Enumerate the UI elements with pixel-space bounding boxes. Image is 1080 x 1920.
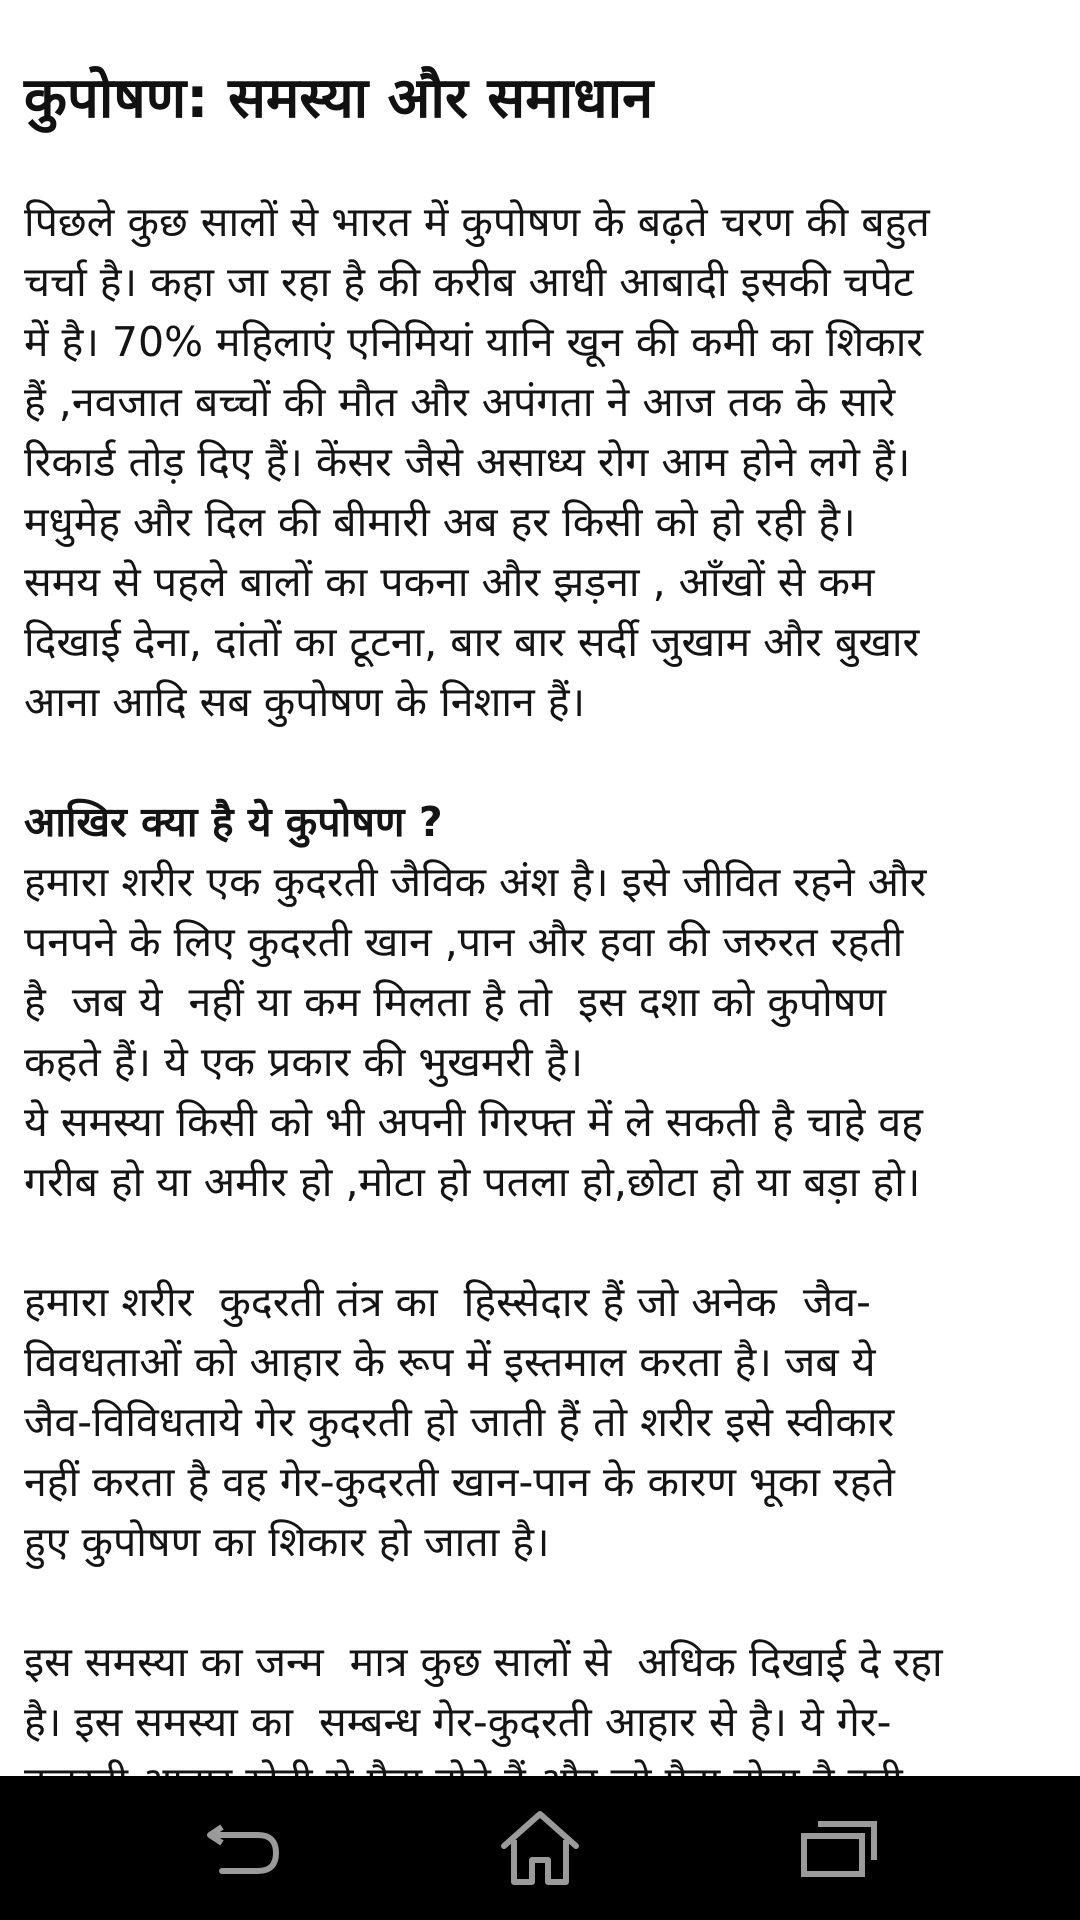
text-line: कहते हैं। ये एक प्रकार की भुखमरी है। — [24, 1038, 583, 1086]
text-line: है। इस समस्या का सम्बन्ध गेर-कुदरती आहार से है। ये गेर- — [24, 1698, 892, 1746]
text-line: गरीब हो या अमीर हो ,मोटा हो पतला हो,छोटा हो या बड़ा हो। — [24, 1158, 921, 1206]
text-line: रिकार्ड तोड़ दिए हैं। केंसर जैसे असाध्य रोग आम होने लगे हैं। — [24, 438, 911, 486]
paragraph-spacing — [24, 1572, 1056, 1632]
text-line: हमारा शरीर एक कुदरती जैविक अंश है। इसे जीवित रहने और — [24, 858, 927, 906]
navigation-bar — [0, 1776, 1080, 1920]
article-title: कुपोषण: समस्या और समाधान — [24, 66, 654, 131]
text-line: पनपने के लिए कुदरती खान ,पान और हवा की जरुरत रहती — [24, 918, 904, 966]
text-line: चर्चा है। कहा जा रहा है की करीब आधी आबादी इसकी चपेट — [24, 258, 914, 306]
text-line: पिछले कुछ सालों से भारत में कुपोषण के बढ़ते चरण की बहुत — [24, 198, 930, 246]
text-line: हैं ,नवजात बच्चों की मौत और अपंगता ने आज तक के सारे — [24, 378, 896, 426]
paragraph-spacing — [24, 732, 1056, 792]
text-line: हमारा शरीर कुदरती तंत्र का हिस्सेदार हैं जो अनेक जैव- — [24, 1278, 871, 1326]
text-line: नहीं करता है वह गेर-कुदरती खान-पान के कारण भूका रहते — [24, 1458, 895, 1506]
recent-apps-icon — [800, 1818, 880, 1878]
section-paragraph — [24, 1272, 1056, 1572]
text-line: विवधताओं को आहार के रूप में इस्तमाल करता है। जब ये — [24, 1338, 876, 1386]
text-line: आना आदि सब कुपोषण के निशान हैं। — [24, 678, 586, 726]
back-button[interactable] — [182, 1802, 302, 1894]
intro-paragraph — [24, 192, 1056, 732]
text-line: समय से पहले बालों का पकना और झड़ना , आँखों से कम — [24, 558, 875, 606]
text-line: मधुमेह और दिल की बीमारी अब हर किसी को हो रही है। — [24, 498, 856, 546]
text-line: में है। 70% महिलाएं एनिमियां यानि खून की कमी का शिकार — [24, 318, 924, 366]
text-line: ये समस्या किसी को भी अपनी गिरफ्त में ले सकती है चाहे वह — [24, 1098, 923, 1146]
home-icon — [498, 1810, 582, 1886]
section-heading: आखिर क्या है ये कुपोषण ? — [24, 798, 443, 846]
text-line: हुए कुपोषण का शिकार हो जाता है। — [24, 1518, 550, 1566]
section-paragraph — [24, 852, 1056, 1212]
text-line: है जब ये नहीं या कम मिलता है तो इस दशा को कुपोषण — [24, 978, 887, 1026]
paragraph-spacing — [24, 1212, 1056, 1272]
home-button[interactable] — [480, 1802, 600, 1894]
text-line: जैव-विविधताये गेर कुदरती हो जाती हैं तो शरीर इसे स्वीकार — [24, 1398, 895, 1446]
title-spacing — [24, 140, 1056, 192]
recent-apps-button[interactable] — [780, 1802, 900, 1894]
text-line: दिखाई देना, दांतों का टूटना, बार बार सर्दी जुखाम और बुखार — [24, 618, 920, 666]
back-icon — [192, 1813, 292, 1883]
text-line: इस समस्या का जन्म मात्र कुछ सालों से अधिक दिखाई दे रहा — [24, 1638, 943, 1686]
